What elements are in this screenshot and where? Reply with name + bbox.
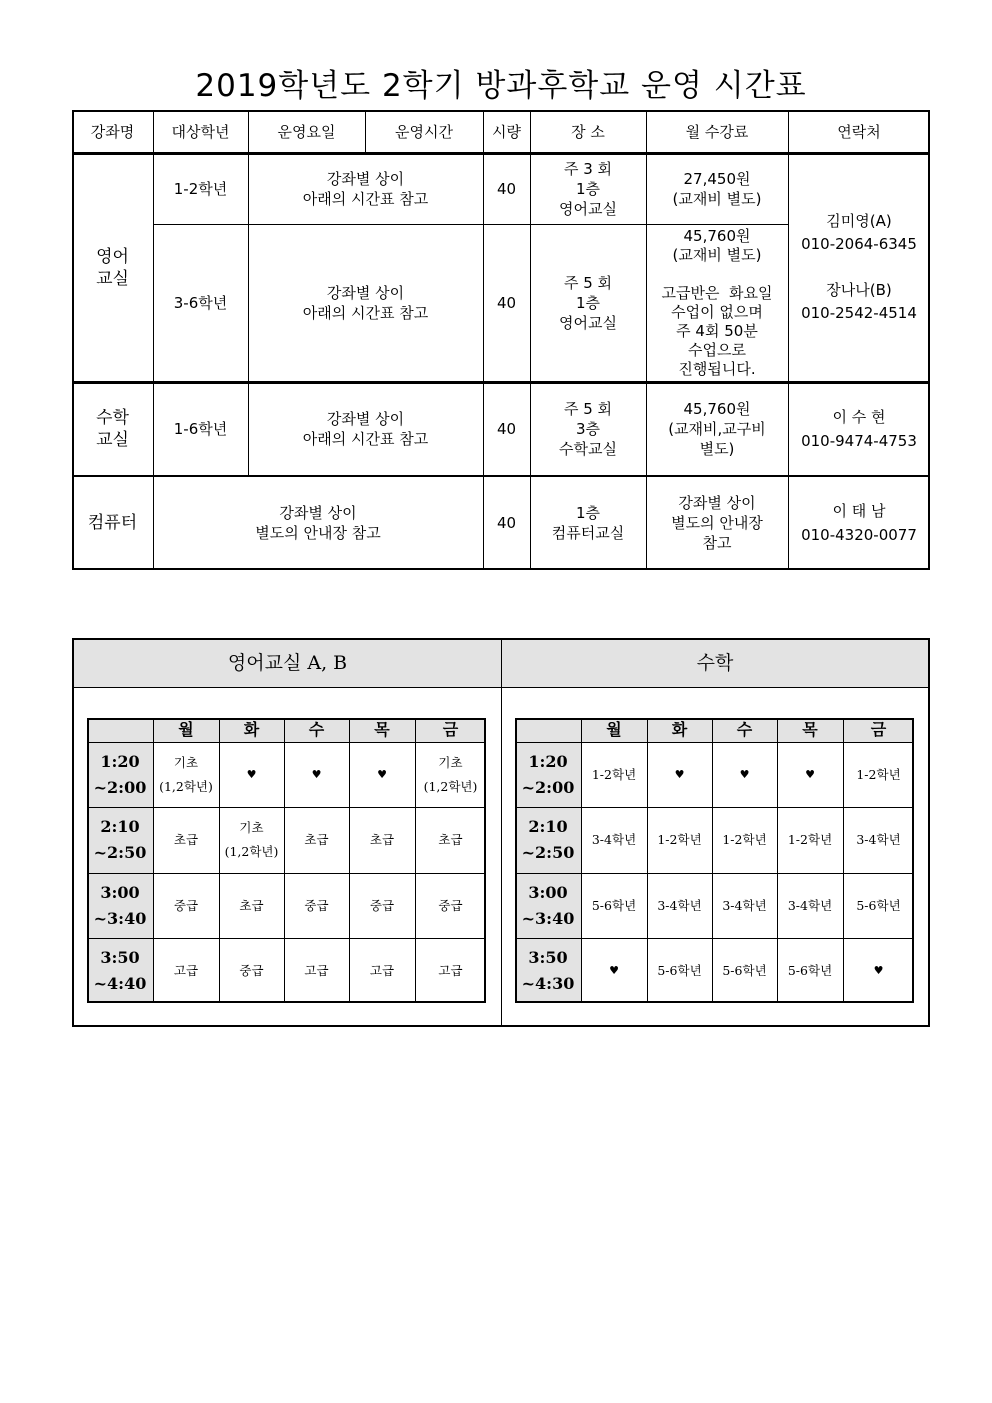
header-label: 운영시간 (395, 122, 453, 141)
day-label: 월 (178, 720, 194, 739)
time-slot (87, 938, 153, 1003)
class-slot (777, 807, 843, 873)
grid-line (843, 718, 844, 1003)
fee-line (662, 265, 773, 284)
time-label: 2:10 (528, 817, 568, 836)
contact-line: 010-2064-6345 (801, 235, 917, 253)
grid-line (515, 718, 914, 720)
class-slot (581, 807, 647, 873)
grid-line (712, 718, 713, 1003)
place-line: 1층 (575, 294, 601, 312)
time-slot (515, 807, 581, 873)
fee-line: 주 4회 50분 (676, 322, 758, 340)
class-label: 기초 (239, 820, 264, 835)
class-label: 1-2학년 (591, 766, 637, 782)
class-slot (349, 873, 415, 938)
class-label: 3-4학년 (722, 897, 767, 913)
grid-line (484, 718, 486, 1003)
fee-line: 고급반은 화요일 (661, 284, 773, 302)
class-label: 기초 (173, 754, 199, 770)
place-line: 주 5 회 (563, 400, 613, 418)
class-slot (843, 873, 914, 938)
class-label: 5-6학년 (591, 897, 637, 913)
day-header (581, 718, 647, 742)
column-header (530, 110, 646, 153)
day-label: 금 (870, 720, 887, 739)
schedule-line: 아래의 시간표 참고 (302, 304, 429, 322)
fee-line: 별도) (699, 440, 735, 458)
grid-line (515, 718, 517, 1003)
class-slot (777, 873, 843, 938)
column-header (72, 110, 153, 153)
schedule-line: 강좌별 상이 (326, 169, 405, 188)
fee-line: 45,760원 (683, 227, 751, 245)
contact-line: 010-2542-4514 (801, 304, 917, 322)
class-slot (581, 873, 647, 938)
day-label: 목 (802, 720, 818, 739)
class-label: 5-6학년 (657, 962, 702, 978)
class-label: 초급 (239, 897, 264, 913)
grid-line (928, 110, 930, 570)
grid-line (515, 873, 914, 874)
place-line: 컴퓨터교실 (551, 524, 625, 542)
grid-line (87, 718, 486, 720)
fee-line: 45,760원 (683, 400, 751, 418)
schedule-note (248, 224, 483, 382)
class-label: 초급 (304, 832, 329, 847)
class-label: 5-6학년 (787, 962, 833, 978)
day-label: 수 (308, 720, 325, 739)
time-slot (87, 742, 153, 807)
day-label: 화 (243, 720, 260, 739)
grid-line (788, 110, 789, 570)
schedule-line: 아래의 시간표 참고 (302, 189, 429, 208)
class-label: 3-4학년 (657, 897, 702, 913)
grid-line (72, 110, 74, 570)
day-header (712, 718, 777, 742)
place (530, 382, 646, 476)
class-label: 기초 (438, 754, 463, 770)
class-slot (843, 807, 914, 873)
monthly-fee (646, 476, 788, 570)
place (530, 224, 646, 382)
contact-line: 김미영(A) (826, 212, 892, 230)
time-label: 1:20 (100, 751, 140, 771)
class-label: 중급 (369, 897, 395, 913)
class-slot (581, 938, 647, 1003)
class-slot (647, 742, 712, 807)
grid-line (284, 718, 285, 1003)
class-label: 고급 (304, 962, 329, 978)
time-label: 3:50 (100, 947, 140, 967)
grid-line (530, 110, 531, 570)
heart-icon: ♥ (674, 767, 685, 781)
class-slot (349, 938, 415, 1003)
class-slot (284, 742, 349, 807)
class-slot (349, 742, 415, 807)
contact-line: 이 태 남 (832, 502, 886, 520)
class-slot (647, 873, 712, 938)
place-line: 3층 (575, 420, 601, 438)
header-label: 대상학년 (171, 122, 230, 141)
contact (788, 153, 930, 382)
fee-line: 27,450원 (683, 169, 751, 188)
divider (501, 640, 502, 1025)
hours-value: 40 (496, 420, 517, 438)
heart-icon: ♥ (805, 767, 815, 781)
course-name (72, 476, 153, 570)
class-slot (415, 807, 486, 873)
grid-line (219, 718, 220, 1003)
grid-line (646, 110, 647, 570)
class-slot (153, 807, 219, 873)
time-label: ~4:40 (93, 973, 147, 993)
day-header (284, 718, 349, 742)
grid-line (87, 873, 486, 874)
header-label: 운영요일 (277, 122, 336, 141)
fee-line: (교재비 별도) (672, 189, 762, 208)
class-label: 3-4학년 (856, 832, 901, 847)
day-label: 금 (442, 720, 459, 739)
heart-icon: ♥ (873, 963, 884, 977)
day-header (349, 718, 415, 742)
header-label: 장 소 (571, 122, 605, 141)
target-grade (153, 153, 248, 224)
grid-line (415, 718, 416, 1003)
header-label: 시량 (492, 122, 521, 141)
contact-line: 010-9474-4753 (801, 432, 917, 450)
course-name (72, 153, 153, 382)
schedule-note (248, 382, 483, 476)
header-label: 월 수강료 (685, 122, 749, 141)
class-label: (1,2학년) (224, 844, 279, 859)
fee-line: 강좌별 상이 (678, 494, 756, 512)
fee-line: 참고 (702, 534, 732, 552)
class-slot (647, 807, 712, 873)
time-slot (515, 873, 581, 938)
class-label: 1-2학년 (722, 832, 767, 847)
class-slot (777, 938, 843, 1003)
class-slot (415, 938, 486, 1003)
time-label: 1:20 (528, 751, 568, 771)
time-label: ~2:00 (521, 777, 575, 797)
grid-line (87, 938, 486, 939)
heart-icon: ♥ (246, 767, 257, 781)
course-name-line: 컴퓨터 (87, 513, 138, 533)
contact (788, 382, 930, 476)
schedule-line: 아래의 시간표 참고 (302, 430, 429, 448)
grid-line (349, 718, 350, 1003)
class-label: 중급 (304, 897, 329, 913)
class-label: 고급 (438, 962, 463, 978)
day-header (415, 718, 486, 742)
place-line: 주 5 회 (563, 274, 613, 292)
place (530, 153, 646, 224)
class-label: 5-6학년 (856, 897, 901, 913)
contact (788, 476, 930, 570)
place-line: 주 3 회 (563, 159, 613, 178)
grid-line (72, 381, 930, 384)
course-name-line: 수학 (96, 408, 129, 428)
class-slot (843, 742, 914, 807)
contact-line: 010-4320-0077 (801, 526, 917, 544)
grid-line (87, 742, 486, 743)
grid-line (515, 742, 914, 743)
grid-line (483, 110, 484, 570)
class-label: 중급 (239, 962, 264, 978)
time-slot (87, 873, 153, 938)
class-label: 초급 (369, 832, 395, 847)
class-label: 초급 (438, 832, 463, 847)
column-header (365, 110, 483, 153)
math-timetable-title: 수학 (696, 652, 734, 674)
grid-line (72, 110, 930, 112)
class-slot (415, 742, 486, 807)
column-header (483, 110, 530, 153)
class-label: 고급 (369, 962, 395, 978)
time-label: ~4:30 (521, 973, 575, 993)
fee-line: 수업으로 (688, 341, 746, 359)
hours (483, 224, 530, 382)
column-header (248, 110, 365, 153)
grid-line (87, 1001, 486, 1003)
class-slot (349, 807, 415, 873)
grade-label: 1-2학년 (173, 179, 228, 198)
fee-line: 별도의 안내장 (671, 514, 763, 532)
grid-line (647, 718, 648, 1003)
contact-line (801, 256, 917, 279)
class-slot (153, 742, 219, 807)
grid-line (777, 718, 778, 1003)
class-label: 중급 (173, 897, 199, 913)
course-overview-table (72, 110, 930, 570)
time-label: ~3:40 (93, 908, 147, 928)
class-label: 중급 (438, 897, 463, 913)
class-label: 3-4학년 (787, 897, 833, 913)
column-header (153, 110, 248, 153)
class-slot (712, 742, 777, 807)
heart-icon: ♥ (739, 767, 750, 781)
grid-line (581, 718, 582, 1003)
class-label: 1-2학년 (787, 832, 833, 847)
class-label: 5-6학년 (722, 962, 767, 978)
contact-line: 이 수 현 (832, 408, 886, 426)
heart-icon: ♥ (609, 963, 619, 977)
header-label: 연락처 (837, 122, 881, 141)
class-slot (647, 938, 712, 1003)
class-slot (284, 807, 349, 873)
place (530, 476, 646, 570)
place-line: 수학교실 (559, 440, 617, 458)
fee-line: (교재비,교구비 (668, 420, 766, 438)
class-slot (219, 873, 284, 938)
grid-line (912, 718, 914, 1003)
class-slot (219, 807, 284, 873)
grade-label: 3-6학년 (173, 294, 228, 312)
day-label: 목 (374, 720, 390, 739)
math-timetable (515, 718, 914, 1003)
fee-line: 수업이 없으며 (671, 303, 763, 321)
time-label: ~2:50 (521, 843, 575, 862)
grid-line (248, 110, 249, 476)
schedule-note (153, 476, 483, 570)
page-title: 2019학년도 2학기 방과후학교 운영 시간표 (195, 68, 807, 104)
target-grade (153, 382, 248, 476)
place-line: 영어교실 (559, 199, 617, 218)
english-timetable (87, 718, 486, 1003)
class-label: (1,2학년) (423, 778, 478, 794)
time-slot (515, 742, 581, 807)
grid-line (153, 718, 154, 1003)
hours-value: 40 (496, 514, 517, 532)
day-header (647, 718, 712, 742)
course-name-line: 교실 (96, 268, 129, 289)
fee-line: (교재비 별도) (672, 246, 762, 264)
time-label: ~3:40 (521, 908, 575, 928)
class-label: 1-2학년 (856, 766, 901, 782)
english-timetable-title: 영어교실 A, B (227, 652, 348, 674)
schedule-note (248, 153, 483, 224)
day-header (777, 718, 843, 742)
hours (483, 153, 530, 224)
time-label: 2:10 (100, 817, 140, 836)
day-label: 수 (736, 720, 753, 739)
class-slot (581, 742, 647, 807)
class-slot (777, 742, 843, 807)
hours (483, 476, 530, 570)
hours-value: 40 (496, 179, 517, 198)
grade-label: 1-6학년 (173, 420, 228, 438)
grid-line (515, 1001, 914, 1003)
time-label: 3:50 (528, 947, 568, 967)
time-slot (515, 938, 581, 1003)
class-label: 고급 (173, 962, 199, 978)
course-name-line: 영어 (96, 246, 129, 267)
monthly-fee (646, 153, 788, 224)
class-slot (219, 742, 284, 807)
day-label: 월 (606, 720, 622, 739)
time-label: ~2:00 (93, 777, 147, 797)
grid-line (515, 938, 914, 939)
place-line: 1층 (575, 179, 601, 198)
monthly-fee (646, 382, 788, 476)
class-slot (153, 873, 219, 938)
day-header (219, 718, 284, 742)
class-label: 1-2학년 (657, 832, 702, 847)
class-label: (1,2학년) (159, 778, 213, 794)
day-label: 화 (671, 720, 688, 739)
class-label: 3-4학년 (591, 832, 637, 847)
grid-line (153, 110, 154, 570)
fee-line: 진행됩니다. (678, 360, 756, 378)
grid-line (87, 807, 486, 808)
header-label: 강좌명 (90, 122, 135, 141)
class-slot (712, 873, 777, 938)
class-slot (153, 938, 219, 1003)
class-label: 초급 (173, 832, 199, 847)
time-label: ~2:50 (93, 843, 147, 862)
schedule-line: 강좌별 상이 (279, 504, 357, 522)
course-name (72, 382, 153, 476)
schedule-line: 별도의 안내장 참고 (255, 524, 381, 542)
column-header (646, 110, 788, 153)
place-line: 영어교실 (559, 314, 617, 332)
day-header (153, 718, 219, 742)
grid-line (365, 110, 366, 153)
grid-line (515, 807, 914, 808)
class-slot (712, 938, 777, 1003)
class-slot (219, 938, 284, 1003)
schedule-line: 강좌별 상이 (326, 284, 405, 302)
grid-line (72, 152, 930, 155)
time-label: 3:00 (100, 882, 140, 902)
course-name-line: 교실 (96, 430, 129, 450)
class-slot (284, 873, 349, 938)
contact-line: 장나나(B) (826, 281, 892, 299)
heart-icon: ♥ (377, 767, 387, 781)
grid-line (72, 475, 930, 477)
grid-line (87, 718, 89, 1003)
column-header (788, 110, 930, 153)
time-slot (87, 807, 153, 873)
day-header (843, 718, 914, 742)
monthly-fee (646, 224, 788, 382)
heart-icon: ♥ (311, 767, 322, 781)
class-slot (712, 807, 777, 873)
class-slot (284, 938, 349, 1003)
class-slot (843, 938, 914, 1003)
grid-line (72, 568, 930, 570)
target-grade (153, 224, 248, 382)
hours (483, 382, 530, 476)
place-line: 1층 (575, 504, 601, 522)
time-label: 3:00 (528, 882, 568, 902)
class-slot (415, 873, 486, 938)
hours-value: 40 (496, 294, 517, 312)
schedule-line: 강좌별 상이 (326, 410, 405, 428)
